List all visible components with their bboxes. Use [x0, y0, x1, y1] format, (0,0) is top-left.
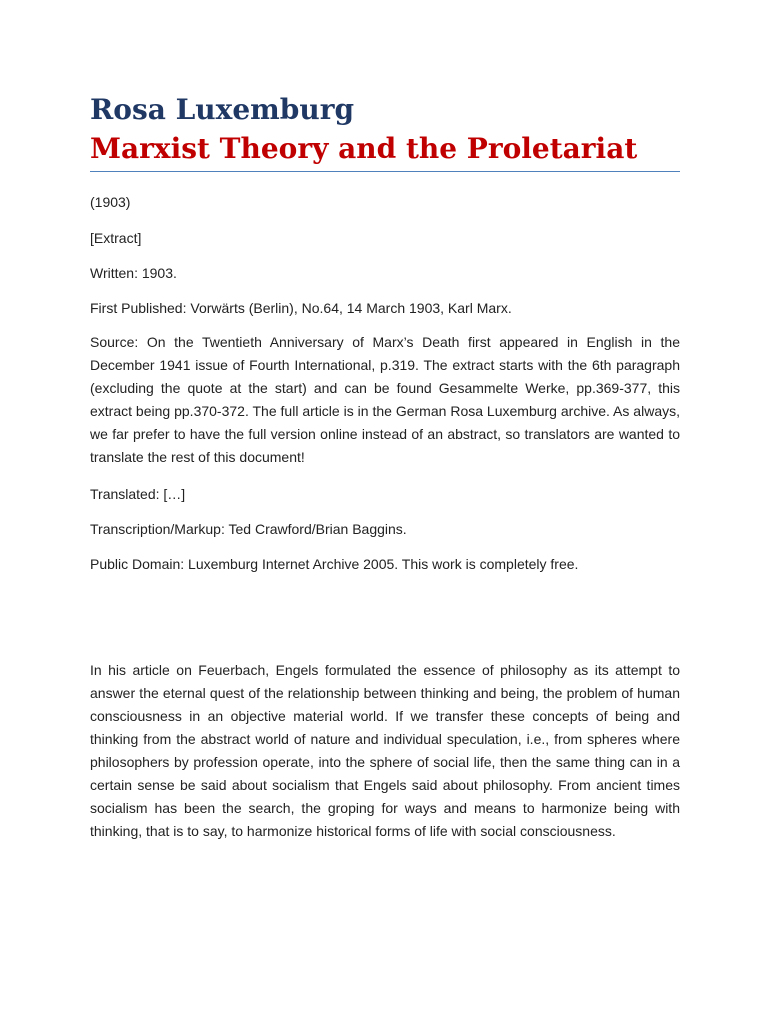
document-title: Marxist Theory and the Proletariat — [90, 132, 638, 165]
body-paragraph: In his article on Feuerbach, Engels formulated the essence of philosophy as its attempt to answer the eternal quest of the relationship between thinking and being, the problem of human consciousness in an objective material world. If we transfer these concepts of being and thinking from the abstract world of nature and individual speculation, i.e., from spheres where philosophers by profession operate, into the sphere of social life, then the same thing can in a certain sense be said about socialism that Engels said about philosophy. From ancient times socialism has been the search, the groping for ways and means to harmonize being with thinking, that is to say, to harmonize historical forms of life with social consciousness. — [90, 662, 680, 839]
written-line: Written: 1903. — [90, 265, 177, 281]
author-heading: Rosa Luxemburg — [90, 93, 355, 126]
extract-note: [Extract] — [90, 230, 142, 246]
translated-line: Translated: […] — [90, 486, 186, 502]
first-published-line: First Published: Vorwärts (Berlin), No.64, 14 March 1903, Karl Marx. — [90, 300, 512, 316]
year-line: (1903) — [90, 194, 131, 210]
public-domain-line: Public Domain: Luxemburg Internet Archive 2005. This work is completely free. — [90, 556, 579, 572]
title-divider — [90, 171, 680, 172]
source-paragraph: Source: On the Twentieth Anniversary of Marx’s Death first appeared in English in the December 1941 issue of Fourth International, p.319. The extract starts with the 6th paragraph (excluding the quote at the start) and can be found Gesammelte Werke, pp.369-377, this extract being pp.370-372. The full article is in the German Rosa Luxemburg archive. As always, we far prefer to have the full version online instead of an abstract, so translators are wanted to translate the rest of this document! — [90, 334, 680, 465]
document-page — [90, 0, 680, 1024]
transcription-line: Transcription/Markup: Ted Crawford/Brian Baggins. — [90, 521, 407, 537]
